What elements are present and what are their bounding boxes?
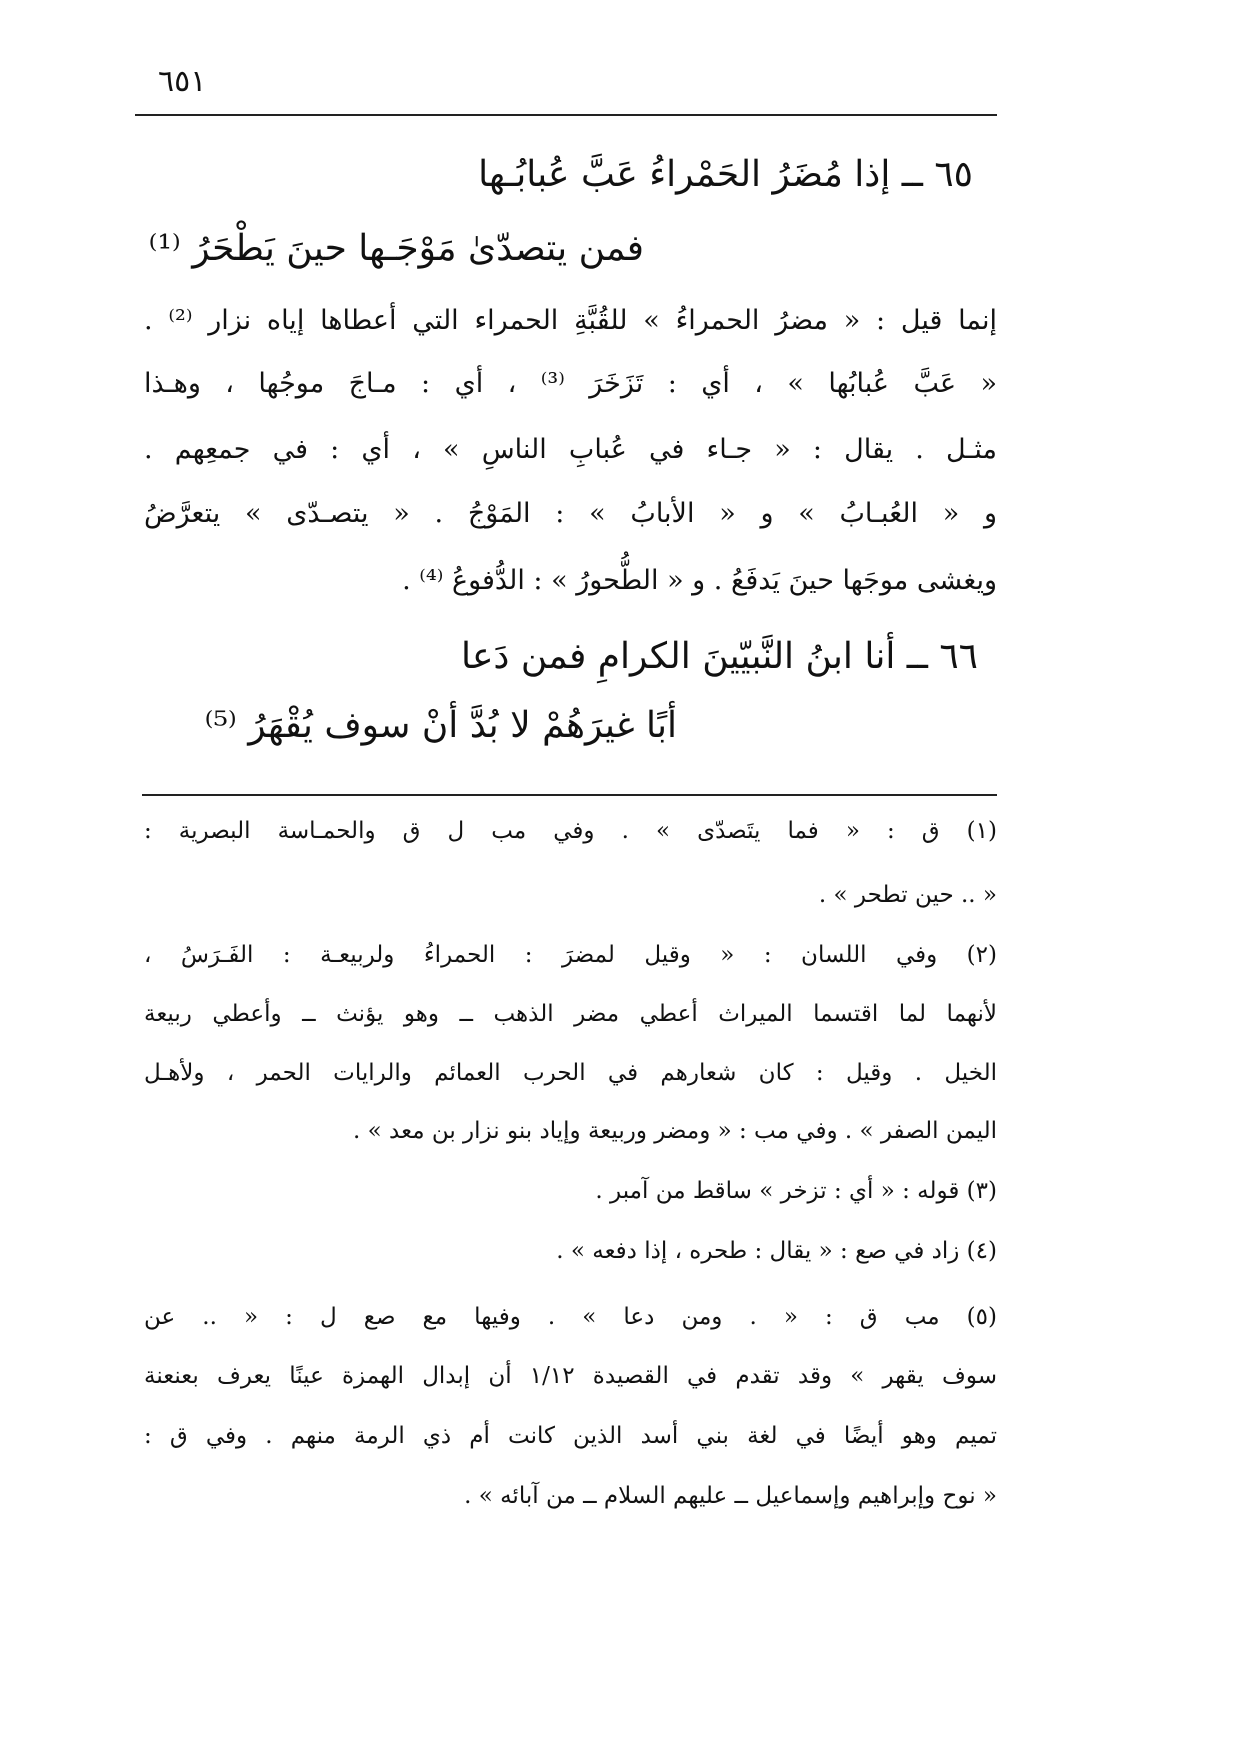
commentary-line: مثـل . يقال : « جـاء في عُبابِ الناسِ » ، أي : في جمعِهم . — [144, 434, 997, 465]
header-rule — [135, 114, 997, 116]
footnote-line: اليمن الصفر » . وفي مب : « ومضر وربيعة وإياد بنو نزار بن معد » . — [353, 1118, 997, 1144]
commentary-line: إنما قيل : « مضرُ الحمراءُ » للقُبَّةِ الحمراء التي أعطاها إياه نزار ⁽²⁾ . — [144, 305, 997, 336]
page-number: ٦٥١ — [158, 64, 207, 99]
commentary-line: ويغشى موجَها حينَ يَدفَعُ . و « الطُّحورُ » : الدُّفوعُ ⁽⁴⁾ . — [402, 565, 997, 596]
footnote-line: الخيل . وقيل : كان شعارهم في الحرب العمائم والرايات الحمر ، ولأهـل — [144, 1060, 997, 1086]
footnote-line: « .. حين تطحر » . — [818, 882, 997, 908]
footnote-line: (٢) وفي اللسان : « وقيل لمضرَ : الحمراءُ ولربيعـة : الفَـرَسُ ، — [144, 942, 997, 968]
footnote-line: سوف يقهر » وقد تقدم في القصيدة ١/١٢ أن إبدال الهمزة عينًا يعرف بعنعنة — [144, 1363, 997, 1389]
footnote-line: (٥) مب ق : « . ومن دعا » . وفيها مع صع ل : « .. عن — [144, 1304, 997, 1330]
footnote-line: (٤) زاد في صع : « يقال : طحره ، إذا دفعه » . — [556, 1238, 997, 1264]
commentary-line: « عَبَّ عُبابُها » ، أي : تَزَخَرَ ⁽³⁾ ، أي : مـاجَ موجُها ، وهـذا — [144, 368, 998, 399]
footnote-line: « نوح وإبراهيم وإسماعيل ــ عليهم السلام ــ من آبائه » . — [464, 1483, 997, 1509]
verse-65-second-hemistich: فمن يتصدّىٰ مَوْجَـها حينَ يَطْحَرُ ⁽¹⁾ — [148, 228, 644, 269]
verse-66-first-hemistich: ٦٦ ــ أنا ابنُ النَّبيّينَ الكرامِ فمن دَعا — [460, 636, 978, 677]
footnotes-rule — [142, 794, 997, 796]
footnote-line: (٣) قوله : « أي : تزخر » ساقط من آمبر . — [595, 1178, 997, 1204]
verse-65-first-hemistich: ٦٥ ــ إذا مُضَرُ الحَمْراءُ عَبَّ عُبابُـها — [478, 154, 973, 195]
verse-66-second-hemistich: أبًا غيرَهُمْ لا بُدَّ أنْ سوف يُقْهَرُ ⁽⁵⁾ — [204, 705, 677, 746]
commentary-line: و « العُبـابُ » و « الأبابُ » : المَوْجُ . « يتصـدّى » يتعرَّضُ — [144, 498, 997, 529]
footnote-line: (١) ق : « فما يتَصدّى » . وفي مب ل ق والحمـاسة البصرية : — [144, 818, 997, 844]
footnote-line: لأنهما لما اقتسما الميراث أعطي مضر الذهب ــ وهو يؤنث ــ وأعطي ربيعة — [144, 1001, 997, 1027]
footnote-line: تميم وهو أيضًا في لغة بني أسد الذين كانت أم ذي الرمة منهم . وفي ق : — [144, 1423, 997, 1449]
